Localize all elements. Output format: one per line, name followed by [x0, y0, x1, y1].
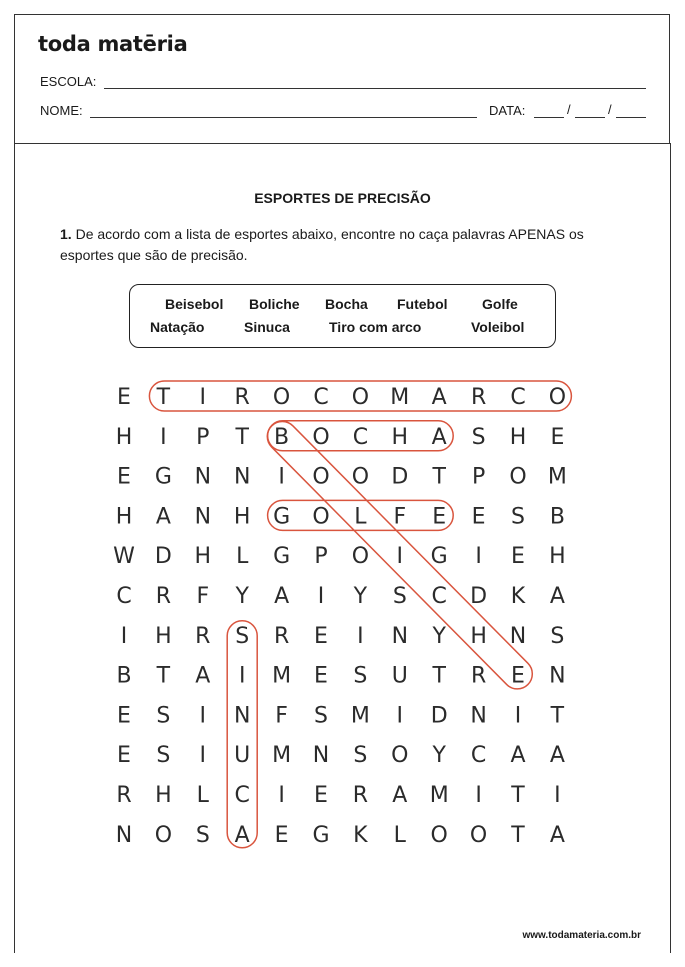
grid-letter[interactable]: I — [199, 743, 207, 769]
grid-letter[interactable]: H — [470, 623, 487, 649]
grid-letter[interactable]: N — [312, 743, 330, 769]
grid-letter[interactable]: S — [156, 703, 171, 729]
grid-letter[interactable]: T — [235, 424, 249, 450]
grid-letter[interactable]: S — [353, 743, 368, 769]
grid-letter[interactable]: F — [196, 584, 210, 609]
grid-letter[interactable]: U — [234, 743, 251, 769]
word-list-item: Bocha — [325, 296, 368, 312]
grid-letter[interactable]: B — [116, 663, 132, 689]
grid-letter[interactable]: Y — [432, 743, 446, 769]
grid-letter[interactable]: E — [117, 385, 131, 410]
word-list-item: Boliche — [249, 296, 300, 312]
grid-letter[interactable]: M — [272, 663, 292, 689]
grid-letter[interactable]: A — [549, 584, 565, 609]
grid-letter[interactable]: E — [274, 822, 289, 848]
grid-letter[interactable]: S — [195, 822, 210, 848]
grid-letter[interactable]: O — [351, 464, 370, 490]
word-list-item: Golfe — [482, 296, 518, 312]
grid-letter[interactable]: I — [160, 424, 167, 450]
grid-letter[interactable]: O — [430, 822, 448, 848]
grid-letter[interactable]: N — [194, 504, 212, 530]
grid-letter[interactable]: R — [155, 584, 172, 609]
grid-letter[interactable]: R — [352, 783, 369, 808]
grid-letter[interactable]: T — [511, 783, 525, 808]
grid-letter[interactable]: S — [471, 424, 486, 450]
grid-letter[interactable]: S — [550, 623, 565, 649]
grid-letter[interactable]: O — [312, 464, 330, 490]
grid-letter[interactable]: N — [470, 703, 487, 729]
nome-label: NOME: — [40, 103, 83, 118]
word-list-item: Natação — [150, 319, 205, 335]
worksheet-title: ESPORTES DE PRECISÃO — [254, 190, 431, 206]
grid-letter[interactable]: H — [391, 424, 409, 450]
grid-letter[interactable]: P — [196, 424, 210, 450]
grid-letter[interactable]: C — [431, 584, 447, 609]
word-list-item: Sinuca — [244, 319, 290, 335]
grid-letter[interactable]: R — [273, 623, 290, 649]
grid-letter[interactable]: G — [154, 464, 172, 490]
grid-letter[interactable]: H — [509, 424, 527, 450]
grid-letter[interactable]: R — [116, 783, 132, 808]
grid-letter[interactable]: I — [317, 584, 325, 609]
grid-letter[interactable]: S — [235, 623, 250, 649]
grid-letter[interactable]: O — [312, 424, 330, 450]
grid-letter[interactable]: H — [115, 424, 133, 450]
question-text: De acordo com a lista de esportes abaixo, encontre no caça palavras APENAS os esportes que são de precisão. — [60, 226, 584, 263]
word-list-item: Beisebol — [165, 296, 224, 312]
grid-letter[interactable]: Y — [432, 623, 446, 649]
grid-letter[interactable]: O — [312, 504, 330, 530]
grid-letter[interactable]: O — [154, 822, 173, 848]
data-label: DATA: — [489, 103, 526, 118]
grid-letter[interactable]: E — [550, 424, 565, 450]
grid-letter[interactable]: L — [393, 822, 406, 848]
grid-letter[interactable]: I — [278, 783, 285, 808]
grid-letter[interactable]: H — [155, 623, 172, 649]
grid-letter[interactable]: N — [115, 822, 133, 848]
date-separator-2: / — [608, 102, 612, 117]
grid-letter[interactable]: E — [117, 464, 131, 490]
grid-letter[interactable]: P — [314, 544, 328, 570]
grid-letter[interactable]: E — [432, 504, 447, 530]
grid-letter[interactable]: M — [390, 385, 410, 410]
grid-letter[interactable]: G — [273, 544, 291, 570]
grid-letter[interactable]: D — [470, 584, 488, 609]
grid-letter[interactable]: E — [314, 783, 328, 808]
grid-letter[interactable]: E — [511, 663, 525, 689]
grid-letter[interactable]: G — [273, 504, 291, 530]
grid-letter[interactable]: O — [391, 743, 409, 769]
grid-letter[interactable]: Y — [235, 584, 249, 609]
grid-letter[interactable]: E — [471, 504, 486, 530]
grid-letter[interactable]: R — [470, 663, 487, 689]
grid-letter[interactable]: I — [357, 623, 364, 649]
found-word-highlight-sinuca — [227, 621, 257, 848]
grid-letter[interactable]: N — [509, 623, 527, 649]
grid-letter[interactable]: A — [155, 504, 171, 530]
grid-letter[interactable]: A — [431, 424, 447, 450]
grid-letter[interactable]: P — [471, 464, 486, 490]
grid-letter[interactable]: K — [353, 822, 368, 848]
grid-letter[interactable]: G — [312, 822, 330, 848]
grid-letter[interactable]: S — [314, 703, 328, 729]
grid-letter[interactable]: B — [549, 504, 565, 530]
grid-letter[interactable]: A — [234, 822, 250, 848]
grid-letter[interactable]: A — [392, 783, 408, 808]
grid-letter[interactable]: N — [233, 464, 251, 490]
grid-letter[interactable]: T — [156, 663, 171, 689]
grid-letter[interactable]: K — [510, 584, 526, 609]
grid-letter[interactable]: M — [547, 464, 567, 490]
grid-letter[interactable]: O — [272, 385, 291, 410]
footer-url[interactable]: www.todamateria.com.br — [522, 930, 641, 941]
grid-letter[interactable]: O — [469, 822, 488, 848]
grid-letter[interactable]: R — [195, 623, 211, 649]
grid-letter[interactable]: A — [431, 385, 447, 410]
grid-letter[interactable]: F — [275, 703, 288, 729]
grid-letter[interactable]: H — [194, 544, 212, 570]
grid-letter[interactable]: M — [429, 783, 449, 808]
grid-letter[interactable]: A — [195, 663, 211, 689]
grid-letter[interactable]: C — [352, 424, 369, 450]
brand-logo: toda matēria — [38, 32, 188, 56]
grid-letter[interactable]: I — [199, 703, 207, 729]
grid-letter[interactable]: N — [549, 663, 566, 689]
grid-letter[interactable]: I — [514, 703, 522, 729]
grid-letter[interactable]: M — [272, 743, 292, 769]
grid-letter[interactable]: N — [233, 703, 251, 729]
grid-letter[interactable]: E — [314, 663, 328, 689]
grid-letter[interactable]: S — [156, 743, 171, 769]
grid-letter[interactable]: B — [274, 424, 290, 450]
grid-letter[interactable]: E — [314, 623, 328, 649]
grid-letter[interactable]: A — [510, 743, 526, 769]
grid-letter[interactable]: O — [509, 464, 527, 490]
grid-letter[interactable]: L — [354, 504, 367, 530]
grid-letter[interactable]: C — [313, 385, 329, 410]
grid-letter[interactable]: I — [238, 663, 246, 689]
word-list-item: Futebol — [397, 296, 448, 312]
grid-letter[interactable]: C — [234, 783, 250, 808]
grid-letter[interactable]: I — [199, 385, 207, 410]
grid-letter[interactable]: O — [351, 544, 370, 570]
grid-letter[interactable]: I — [554, 783, 561, 808]
grid-letter[interactable]: S — [392, 584, 407, 609]
question-number: 1. — [60, 226, 72, 242]
grid-letter[interactable]: D — [154, 544, 172, 570]
grid-letter[interactable]: I — [120, 623, 128, 649]
grid-letter[interactable]: I — [475, 544, 482, 570]
grid-letter[interactable]: N — [391, 623, 409, 649]
grid-letter[interactable]: C — [510, 385, 526, 410]
grid-letter[interactable]: F — [393, 504, 407, 530]
grid-letter[interactable]: R — [470, 385, 487, 410]
grid-letter[interactable]: M — [350, 703, 370, 729]
grid-letter[interactable]: H — [115, 504, 133, 530]
grid-letter[interactable]: C — [470, 743, 487, 769]
word-list-item: Voleibol — [471, 319, 525, 335]
grid-letter[interactable]: T — [511, 822, 525, 848]
grid-letter[interactable]: I — [278, 464, 285, 490]
grid-letter[interactable]: A — [274, 584, 290, 609]
grid-letter[interactable]: S — [353, 663, 368, 689]
word-list-item: Tiro com arco — [329, 319, 422, 335]
grid-letter[interactable]: T — [432, 464, 446, 490]
grid-letter[interactable]: I — [396, 703, 404, 729]
grid-letter[interactable]: I — [475, 783, 482, 808]
grid-letter[interactable]: W — [113, 544, 135, 570]
escola-label: ESCOLA: — [40, 74, 97, 89]
grid-letter[interactable]: H — [549, 544, 566, 570]
grid-letter[interactable]: H — [233, 504, 251, 530]
grid-letter[interactable]: O — [548, 385, 567, 410]
grid-letter[interactable]: D — [391, 464, 409, 490]
grid-letter[interactable]: O — [351, 385, 370, 410]
grid-letter[interactable]: E — [117, 703, 131, 729]
grid-letter[interactable]: E — [511, 544, 525, 570]
grid-letter[interactable]: L — [236, 544, 249, 570]
grid-letter[interactable]: T — [432, 663, 446, 689]
grid-letter[interactable]: U — [391, 663, 408, 689]
grid-letter[interactable]: H — [155, 783, 172, 808]
grid-letter[interactable]: N — [194, 464, 212, 490]
grid-letter[interactable]: I — [396, 544, 404, 570]
grid-letter[interactable]: T — [550, 703, 565, 729]
grid-letter[interactable]: L — [196, 783, 209, 808]
grid-letter[interactable]: Y — [353, 584, 368, 609]
date-separator-1: / — [567, 102, 571, 117]
grid-letter[interactable]: C — [116, 584, 132, 609]
grid-letter[interactable]: G — [430, 544, 448, 570]
grid-letter[interactable]: E — [117, 743, 131, 769]
grid-letter[interactable]: A — [549, 822, 565, 848]
grid-letter[interactable]: A — [549, 743, 565, 769]
grid-letter[interactable]: T — [156, 385, 171, 410]
grid-letter[interactable]: D — [430, 703, 448, 729]
grid-letter[interactable]: S — [511, 504, 525, 530]
grid-letter[interactable]: R — [234, 385, 250, 410]
